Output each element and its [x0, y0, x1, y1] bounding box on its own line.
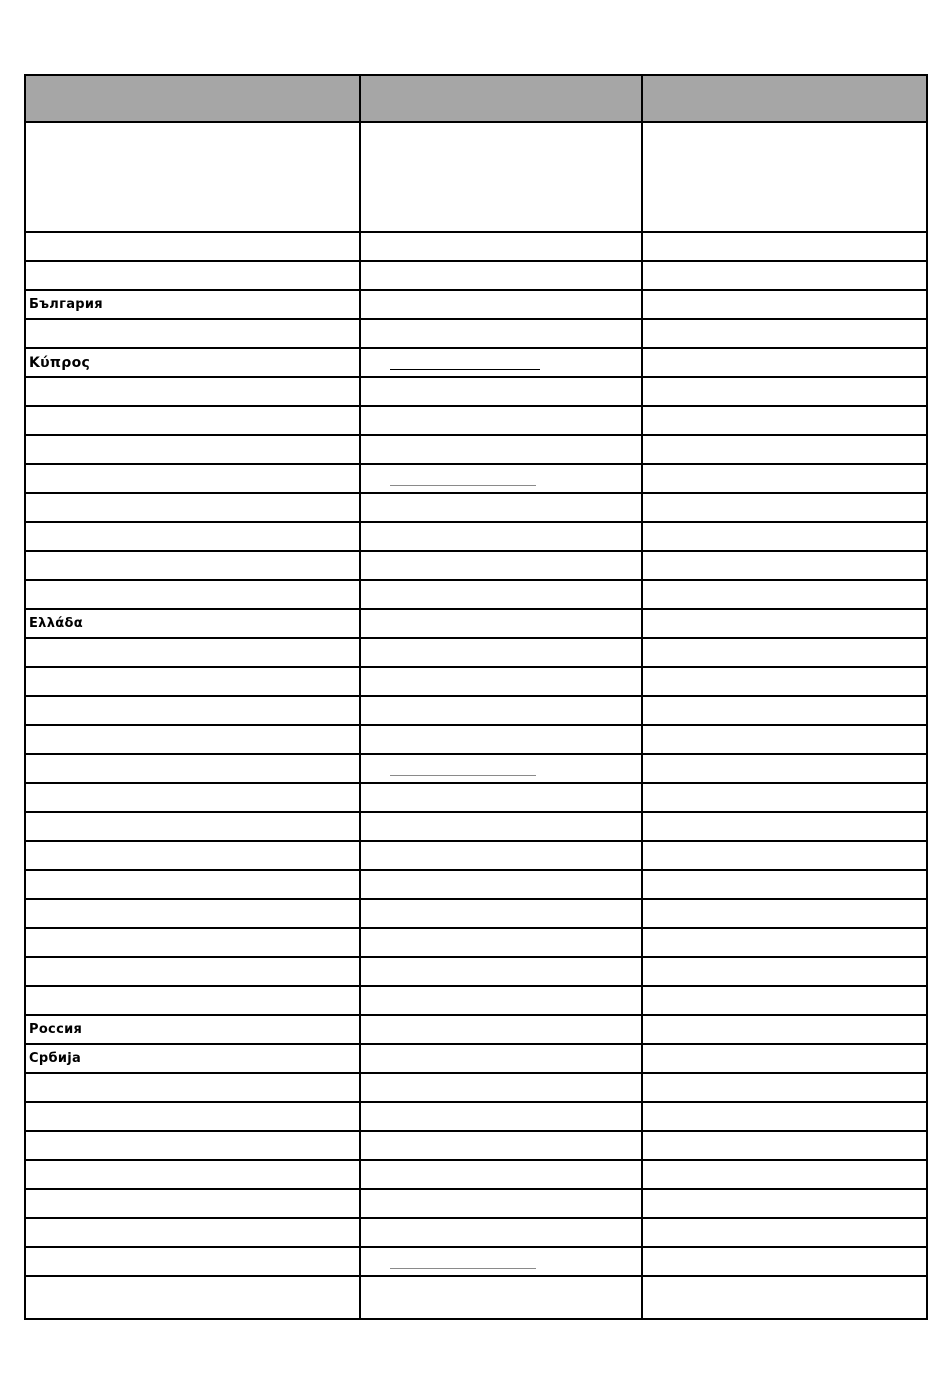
table-row: [25, 667, 927, 696]
underlined-link-placeholder[interactable]: [390, 369, 540, 370]
link-cell: [360, 493, 642, 522]
country-cell: [25, 580, 360, 609]
country-cell: [25, 122, 360, 232]
value-cell: [642, 870, 927, 899]
link-cell: [360, 696, 642, 725]
link-cell: [360, 1189, 642, 1218]
table-row: [25, 1160, 927, 1189]
link-cell: [360, 377, 642, 406]
table-row: [25, 261, 927, 290]
country-cell: [25, 1131, 360, 1160]
country-cell: [25, 928, 360, 957]
value-cell: [642, 319, 927, 348]
country-cell: [25, 551, 360, 580]
table-row: [25, 928, 927, 957]
link-cell: [360, 1073, 642, 1102]
country-cell: [25, 812, 360, 841]
country-cell: [25, 406, 360, 435]
country-name: Россия: [29, 1022, 83, 1037]
link-cell[interactable]: [360, 348, 642, 377]
table-row: [25, 609, 927, 638]
header-cell: [360, 75, 642, 122]
link-cell: [360, 522, 642, 551]
country-cell: [25, 696, 360, 725]
table-row: [25, 725, 927, 754]
link-cell[interactable]: [360, 464, 642, 493]
value-cell: [642, 464, 927, 493]
table-row: [25, 580, 927, 609]
header-cell: [25, 75, 360, 122]
link-cell[interactable]: [360, 754, 642, 783]
country-cell: [25, 1073, 360, 1102]
table-row: [25, 232, 927, 261]
link-cell: [360, 667, 642, 696]
table-row: [25, 377, 927, 406]
link-cell: [360, 899, 642, 928]
country-cell: [25, 841, 360, 870]
link-cell: [360, 638, 642, 667]
link-cell: [360, 1218, 642, 1247]
link-cell: [360, 435, 642, 464]
link-cell: [360, 725, 642, 754]
link-cell: [360, 1160, 642, 1189]
country-name: България: [29, 297, 103, 312]
value-cell: [642, 725, 927, 754]
value-cell: [642, 261, 927, 290]
value-cell: [642, 1160, 927, 1189]
link-cell: [360, 290, 642, 319]
table-row: [25, 464, 927, 493]
link-cell: [360, 122, 642, 232]
table-row: [25, 551, 927, 580]
country-cell: [25, 348, 360, 377]
country-cell: [25, 783, 360, 812]
table-row: [25, 638, 927, 667]
country-cell: [25, 899, 360, 928]
link-cell: [360, 1131, 642, 1160]
value-cell: [642, 1276, 927, 1319]
country-cell: [25, 435, 360, 464]
link-cell: [360, 319, 642, 348]
table-row: [25, 1247, 927, 1276]
link-cell: [360, 841, 642, 870]
country-cell: [25, 986, 360, 1015]
value-cell: [642, 1131, 927, 1160]
table-row: [25, 841, 927, 870]
table-row: [25, 1218, 927, 1247]
value-cell: [642, 122, 927, 232]
link-cell: [360, 1015, 642, 1044]
value-cell: [642, 638, 927, 667]
value-cell: [642, 1102, 927, 1131]
link-cell: [360, 232, 642, 261]
value-cell: [642, 406, 927, 435]
country-cell: [25, 1276, 360, 1319]
country-cell: [25, 377, 360, 406]
table-row: [25, 1015, 927, 1044]
value-cell: [642, 1218, 927, 1247]
table-row: [25, 1073, 927, 1102]
value-cell: [642, 1015, 927, 1044]
value-cell: [642, 493, 927, 522]
link-cell: [360, 261, 642, 290]
country-cell: [25, 870, 360, 899]
country-cell: [25, 1015, 360, 1044]
link-cell: [360, 1276, 642, 1319]
value-cell: [642, 899, 927, 928]
table-row: [25, 406, 927, 435]
value-cell: [642, 1073, 927, 1102]
country-name: Ελλάδα: [29, 616, 83, 631]
country-cell: [25, 609, 360, 638]
table-row: [25, 754, 927, 783]
link-cell: [360, 812, 642, 841]
link-cell: [360, 928, 642, 957]
value-cell: [642, 1044, 927, 1073]
country-cell: [25, 1189, 360, 1218]
value-cell: [642, 696, 927, 725]
value-cell: [642, 1247, 927, 1276]
table-row: [25, 1189, 927, 1218]
table-row: [25, 986, 927, 1015]
table-row: [25, 522, 927, 551]
value-cell: [642, 522, 927, 551]
country-cell: [25, 464, 360, 493]
country-cell: [25, 1160, 360, 1189]
value-cell: [642, 377, 927, 406]
link-cell: [360, 1102, 642, 1131]
country-cell: [25, 1247, 360, 1276]
table-row: [25, 319, 927, 348]
country-cell: [25, 232, 360, 261]
link-cell: [360, 551, 642, 580]
country-cell: [25, 638, 360, 667]
value-cell: [642, 754, 927, 783]
country-name: Србија: [29, 1051, 82, 1066]
table-row: [25, 290, 927, 319]
country-cell: [25, 725, 360, 754]
country-cell: [25, 493, 360, 522]
value-cell: [642, 957, 927, 986]
value-cell: [642, 232, 927, 261]
link-cell: [360, 870, 642, 899]
value-cell: [642, 435, 927, 464]
table-row: [25, 1102, 927, 1131]
value-cell: [642, 609, 927, 638]
value-cell: [642, 841, 927, 870]
table-row: [25, 435, 927, 464]
link-cell: [360, 783, 642, 812]
underlined-link-placeholder[interactable]: [390, 485, 536, 486]
value-cell: [642, 551, 927, 580]
country-cell: [25, 261, 360, 290]
value-cell: [642, 986, 927, 1015]
country-cell: [25, 754, 360, 783]
underlined-link-placeholder[interactable]: [390, 775, 536, 776]
value-cell: [642, 812, 927, 841]
document-sheet: [24, 74, 926, 1393]
table-row: [25, 1276, 927, 1319]
country-cell: [25, 1218, 360, 1247]
table-row: [25, 122, 927, 232]
table-row: [25, 957, 927, 986]
value-cell: [642, 580, 927, 609]
value-cell: [642, 783, 927, 812]
table-row: [25, 1131, 927, 1160]
country-cell: [25, 290, 360, 319]
country-cell: [25, 522, 360, 551]
table-row: [25, 899, 927, 928]
value-cell: [642, 290, 927, 319]
table-row: [25, 1044, 927, 1073]
country-cell: [25, 319, 360, 348]
link-cell: [360, 580, 642, 609]
underlined-link-placeholder[interactable]: [390, 1268, 536, 1269]
value-cell: [642, 348, 927, 377]
table-row: [25, 870, 927, 899]
link-cell: [360, 986, 642, 1015]
value-cell: [642, 928, 927, 957]
country-cell: [25, 957, 360, 986]
country-table: [24, 74, 928, 1320]
header-cell: [642, 75, 927, 122]
link-cell: [360, 957, 642, 986]
value-cell: [642, 1189, 927, 1218]
link-cell: [360, 1044, 642, 1073]
country-cell: [25, 1044, 360, 1073]
link-cell[interactable]: [360, 1247, 642, 1276]
table-row: [25, 783, 927, 812]
value-cell: [642, 667, 927, 696]
table-row: [25, 348, 927, 377]
country-cell: [25, 667, 360, 696]
table-row: [25, 696, 927, 725]
link-cell: [360, 609, 642, 638]
table-header-row: [25, 75, 927, 122]
link-cell: [360, 406, 642, 435]
country-name: Κύπρος: [29, 354, 91, 371]
table-row: [25, 493, 927, 522]
country-cell: [25, 1102, 360, 1131]
table-row: [25, 812, 927, 841]
